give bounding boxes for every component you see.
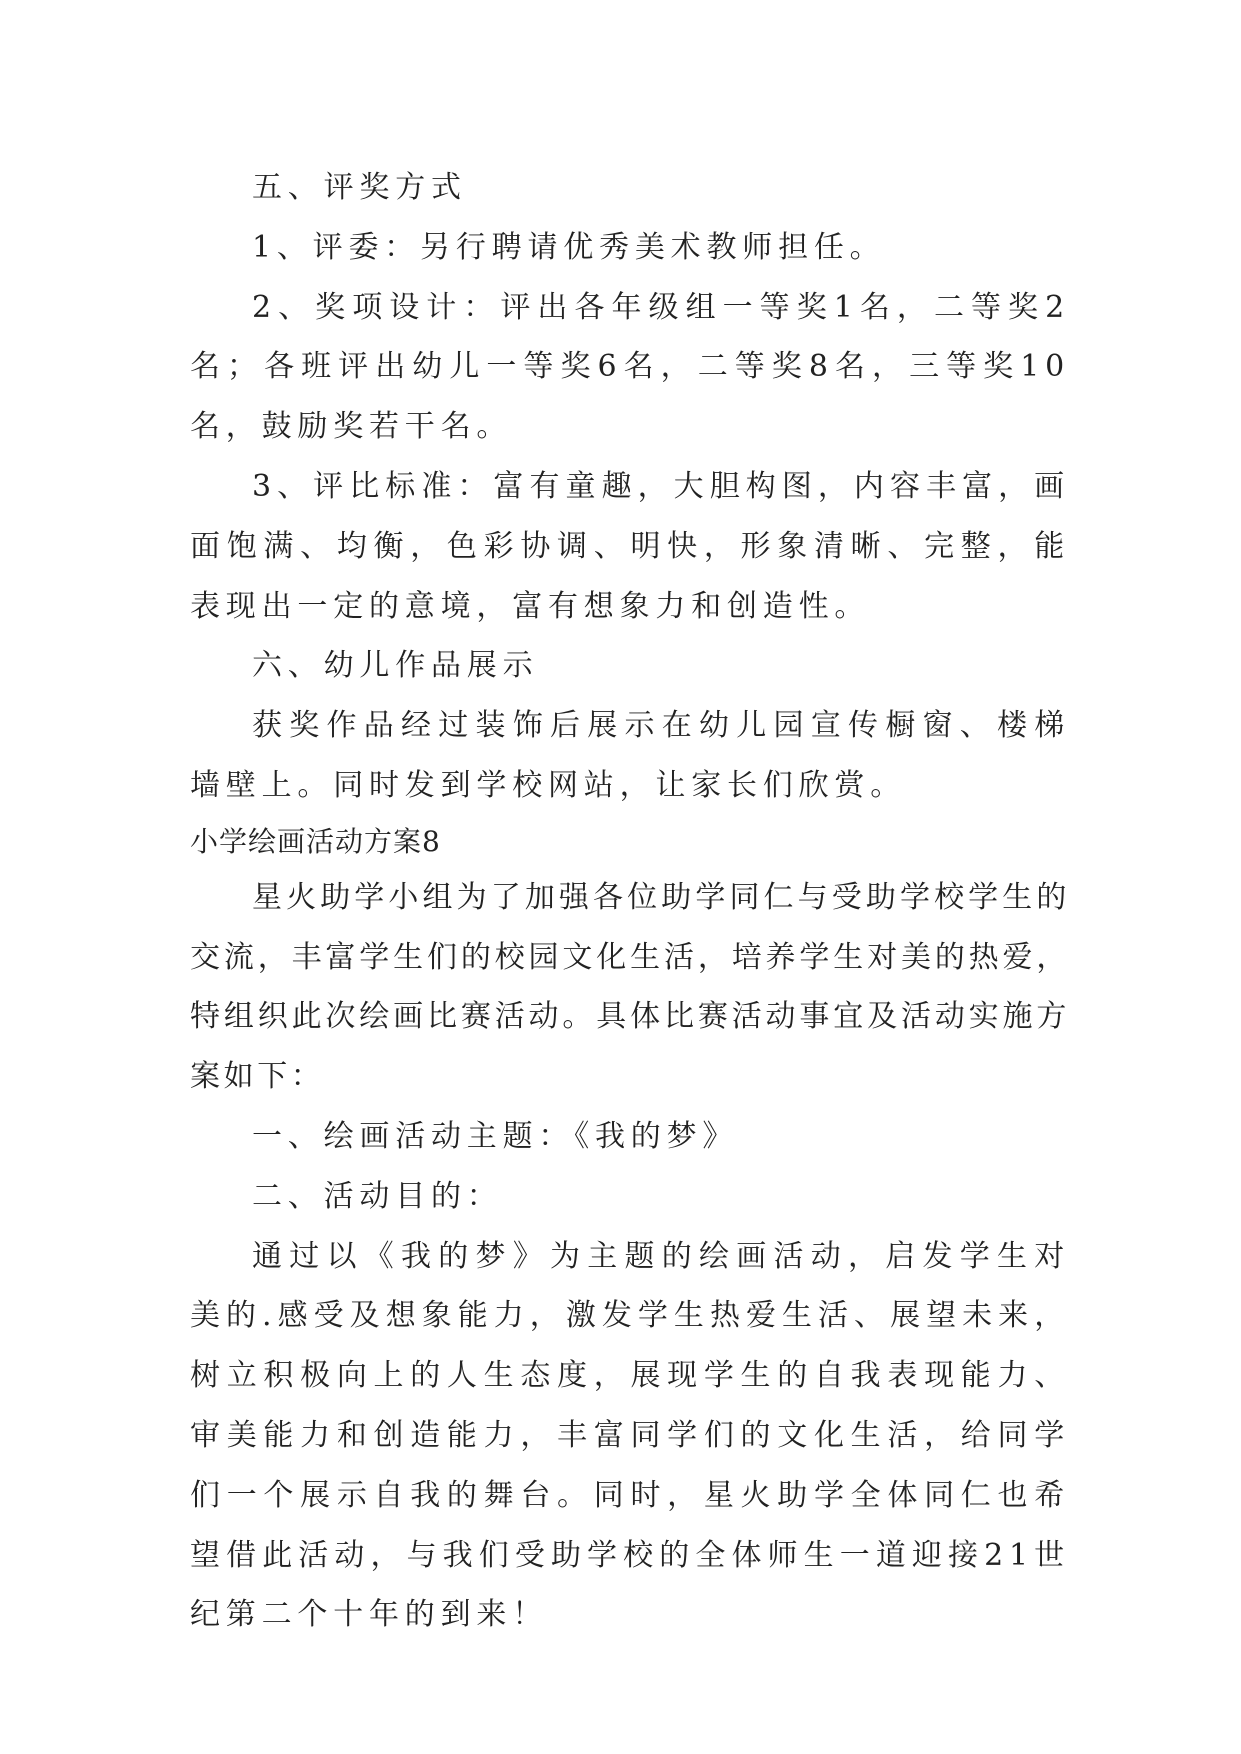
paragraph-intro: 星火助学小组为了加强各位助学同仁与受助学校学生的交流，丰富学生们的校园文化生活，培养学生对美的热爱，特组织此次绘画比赛活动。具体比赛活动事宜及活动实施方案如下：: [190, 879, 1070, 1095]
paragraph-award-design: 2、奖项设计：评出各年级组一等奖1名，二等奖2名；各班评出幼儿一等奖6名，二等奖8名，三等奖10名，鼓励奖若干名。: [190, 289, 1070, 445]
paragraph-theme: 一、绘画活动主题：《我的梦》: [252, 1118, 739, 1154]
document-body: [190, 158, 1070, 1645]
heading-exhibition: 六、幼儿作品展示: [252, 648, 539, 684]
paragraph-purpose: 通过以《我的梦》为主题的绘画活动，启发学生对美的.感受及想象能力，激发学生热爱生活、展望未来，树立积极向上的人生态度，展现学生的自我表现能力、审美能力和创造能力，丰富同学们的文化生活，给同学们一个展示自我的舞台。同时，星火助学全体同仁也希望借此活动，与我们受助学校的全体师生一道迎接21世纪第二个十年的到来！: [190, 1238, 1070, 1633]
paragraph-judges: 1、评委：另行聘请优秀美术教师担任。: [252, 229, 886, 265]
paragraph-exhibition: 获奖作品经过装饰后展示在幼儿园宣传橱窗、楼梯墙壁上。同时发到学校网站，让家长们欣赏。: [190, 708, 1070, 803]
paragraph-criteria: 3、评比标准：富有童趣，大胆构图，内容丰富，画面饱满、均衡，色彩协调、明快，形象清晰、完整，能表现出一定的意境，富有想象力和创造性。: [190, 468, 1070, 624]
heading-purpose: 二、活动目的：: [252, 1178, 503, 1214]
heading-award-method: 五、评奖方式: [252, 170, 467, 205]
section-title: 小学绘画活动方案8: [190, 824, 441, 858]
